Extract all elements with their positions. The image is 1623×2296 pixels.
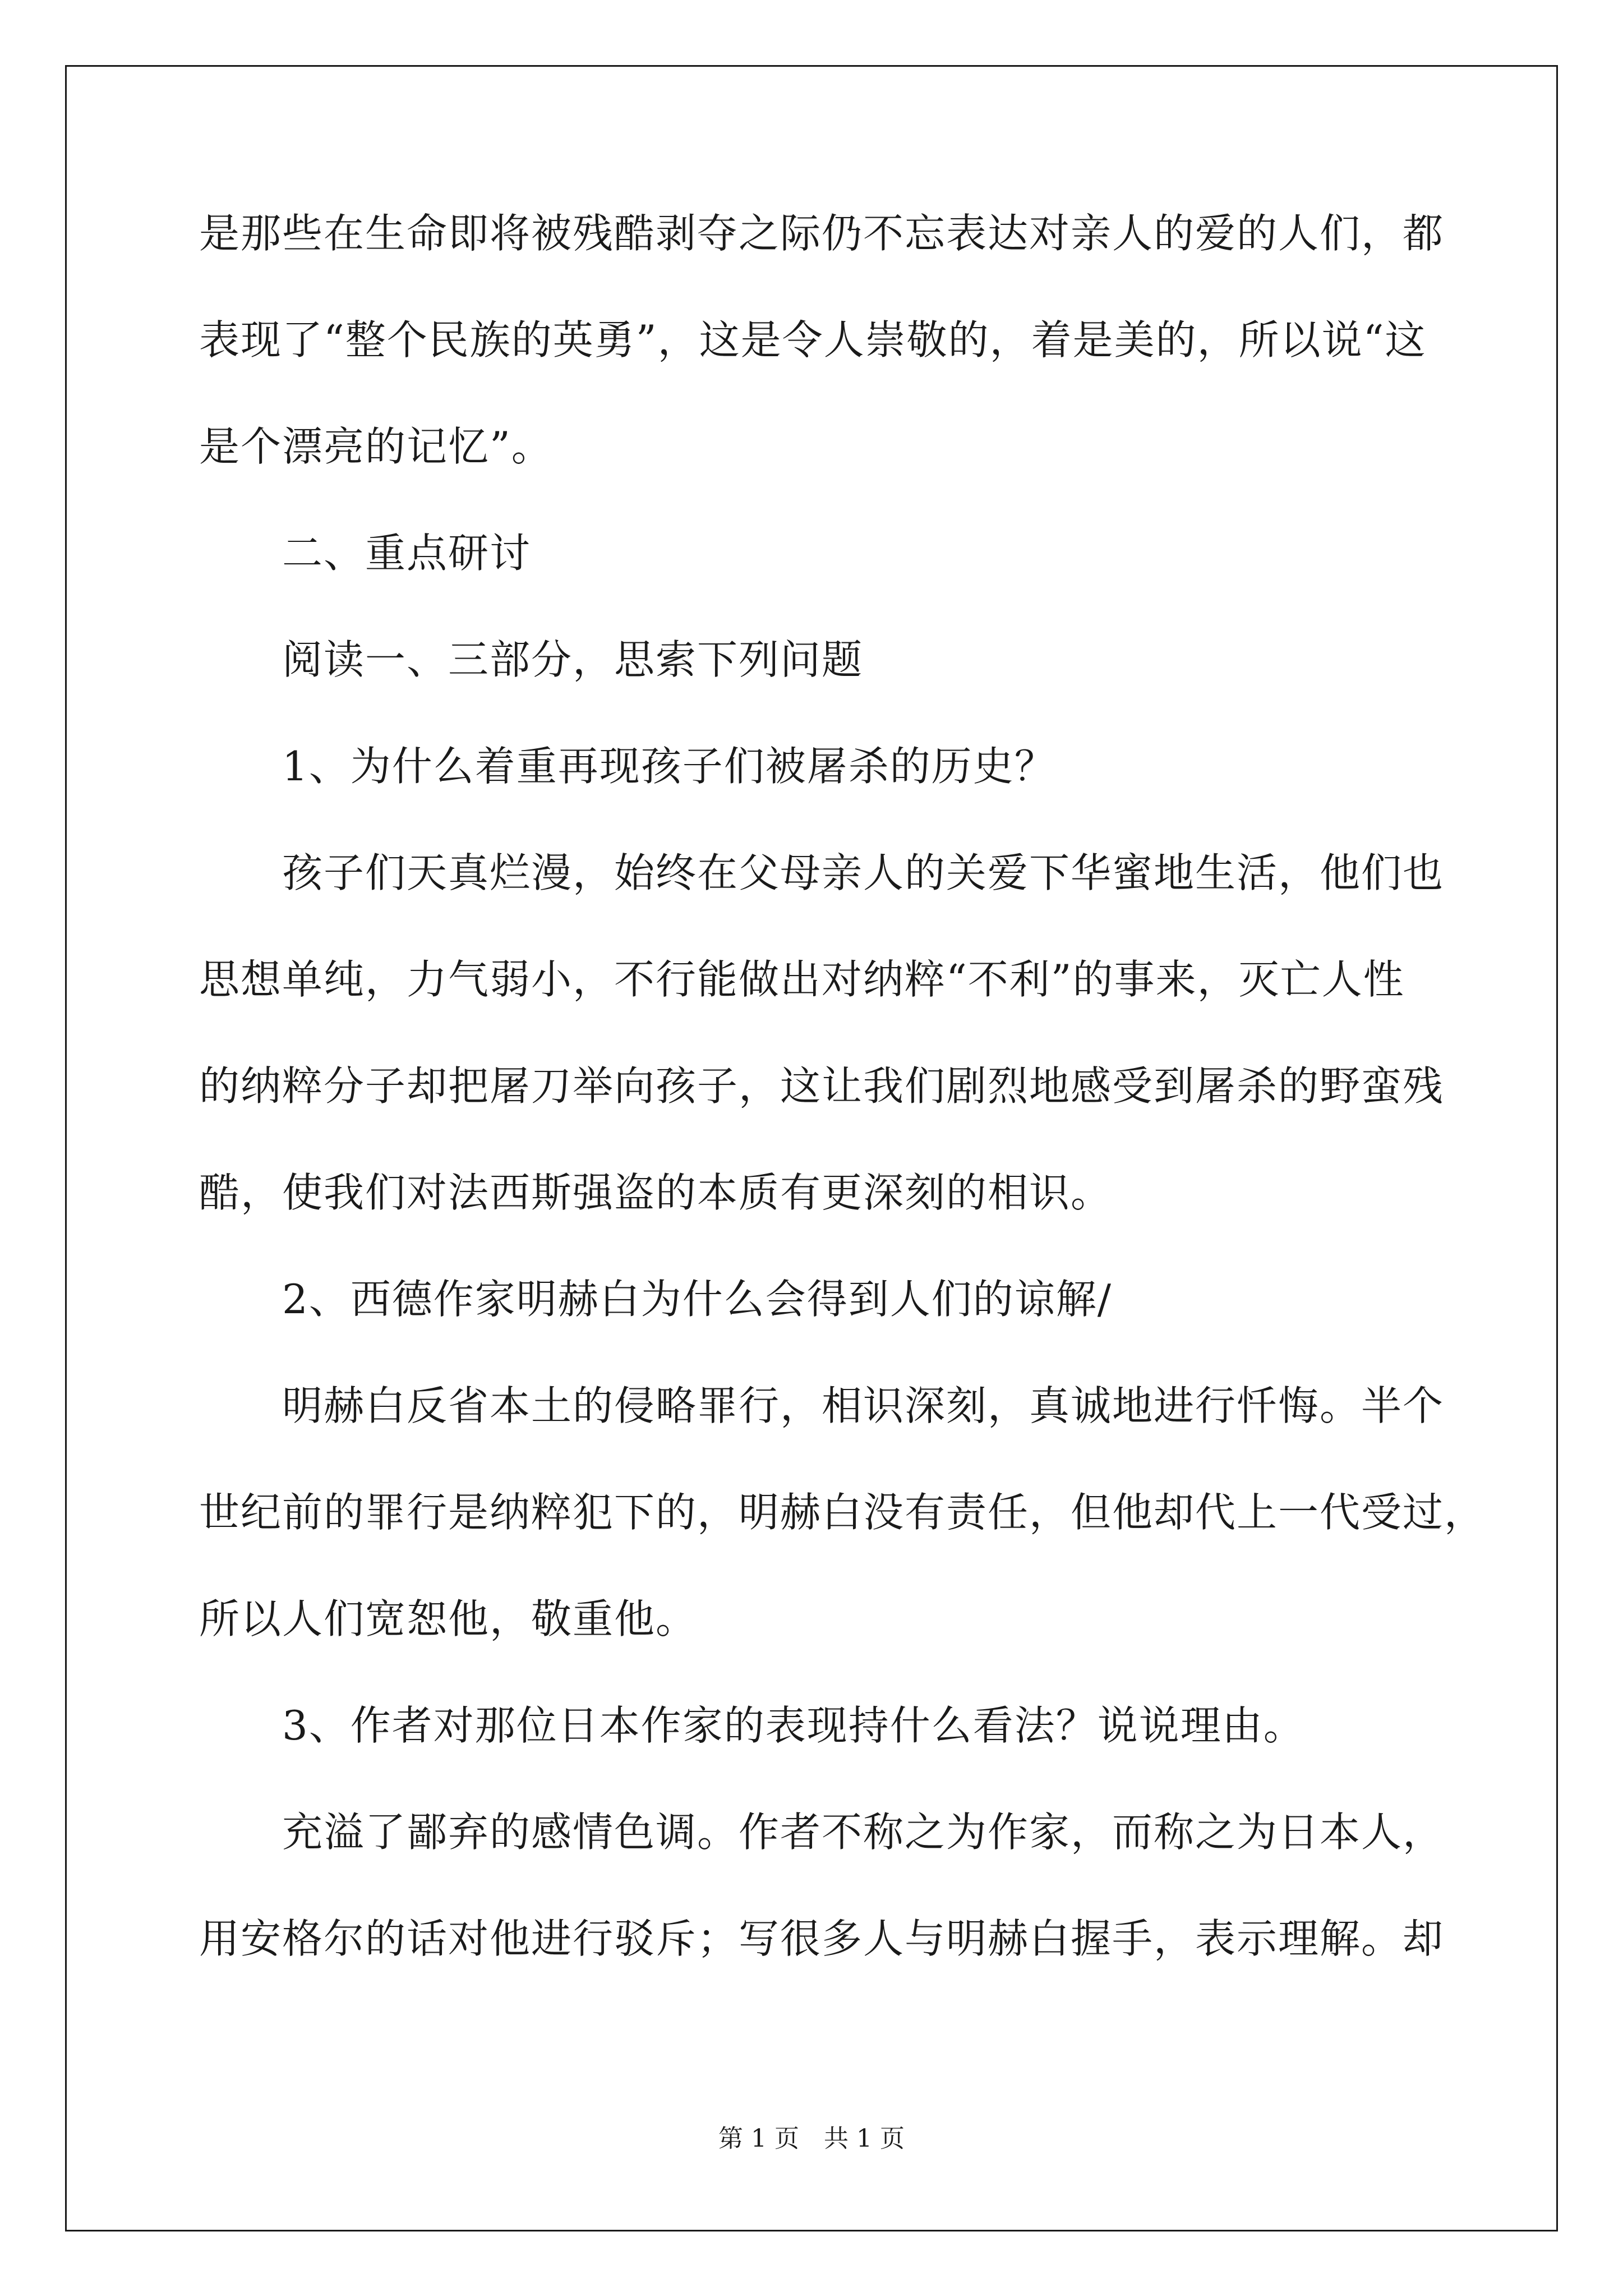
text-line: 所以人们宽恕他，敬重他。 [199,1595,698,1642]
text-line: 用安格尔的话对他进行驳斥；写很多人与明赫白握手，表示理解。却 [199,1915,1445,1962]
question-2: 2、西德作家明赫白为什么会得到人们的谅解/ [199,1276,1113,1323]
text-line: 充溢了鄙弃的感情色调。作者不称之为作家，而称之为日本人， [199,1809,1445,1856]
section-heading: 二、重点研讨 [199,530,532,577]
page-footer [0,2124,1623,2153]
text-line: 明赫白反省本土的侵略罪行，相识深刻，真诚地进行忏悔。半个 [199,1382,1445,1429]
document-body [199,210,1486,2025]
question-3: 3、作者对那位日本作家的表现持什么看法？说说理由。 [199,1702,1305,1749]
text-line: 的纳粹分子却把屠刀举向孩子，这让我们剧烈地感受到屠杀的野蛮残 [199,1062,1445,1110]
page-number: 第 1 页 共 1 页 [718,2124,905,2153]
text-line: 表现了“整个民族的英勇”，这是令人崇敬的，着是美的，所以说“这 [199,316,1427,364]
text-line: 世纪前的罪行是纳粹犯下的，明赫白没有责任，但他却代上一代受过， [199,1489,1486,1536]
text-line: 是个漂亮的记忆”。 [199,423,553,470]
text-line: 酷，使我们对法西斯强盗的本质有更深刻的相识。 [199,1169,1113,1216]
text-line: 阅读一、三部分，思索下列问题 [199,636,864,683]
question-1: 1、为什么着重再现孩子们被屠杀的历史？ [199,743,1056,790]
text-line: 思想单纯，力气弱小，不行能做出对纳粹“不利”的事来，灭亡人性 [199,956,1405,1003]
text-line: 是那些在生命即将被残酷剥夺之际仍不忘表达对亲人的爱的人们，都 [199,210,1445,257]
text-line: 孩子们天真烂漫，始终在父母亲人的关爱下华蜜地生活，他们也 [199,849,1445,896]
